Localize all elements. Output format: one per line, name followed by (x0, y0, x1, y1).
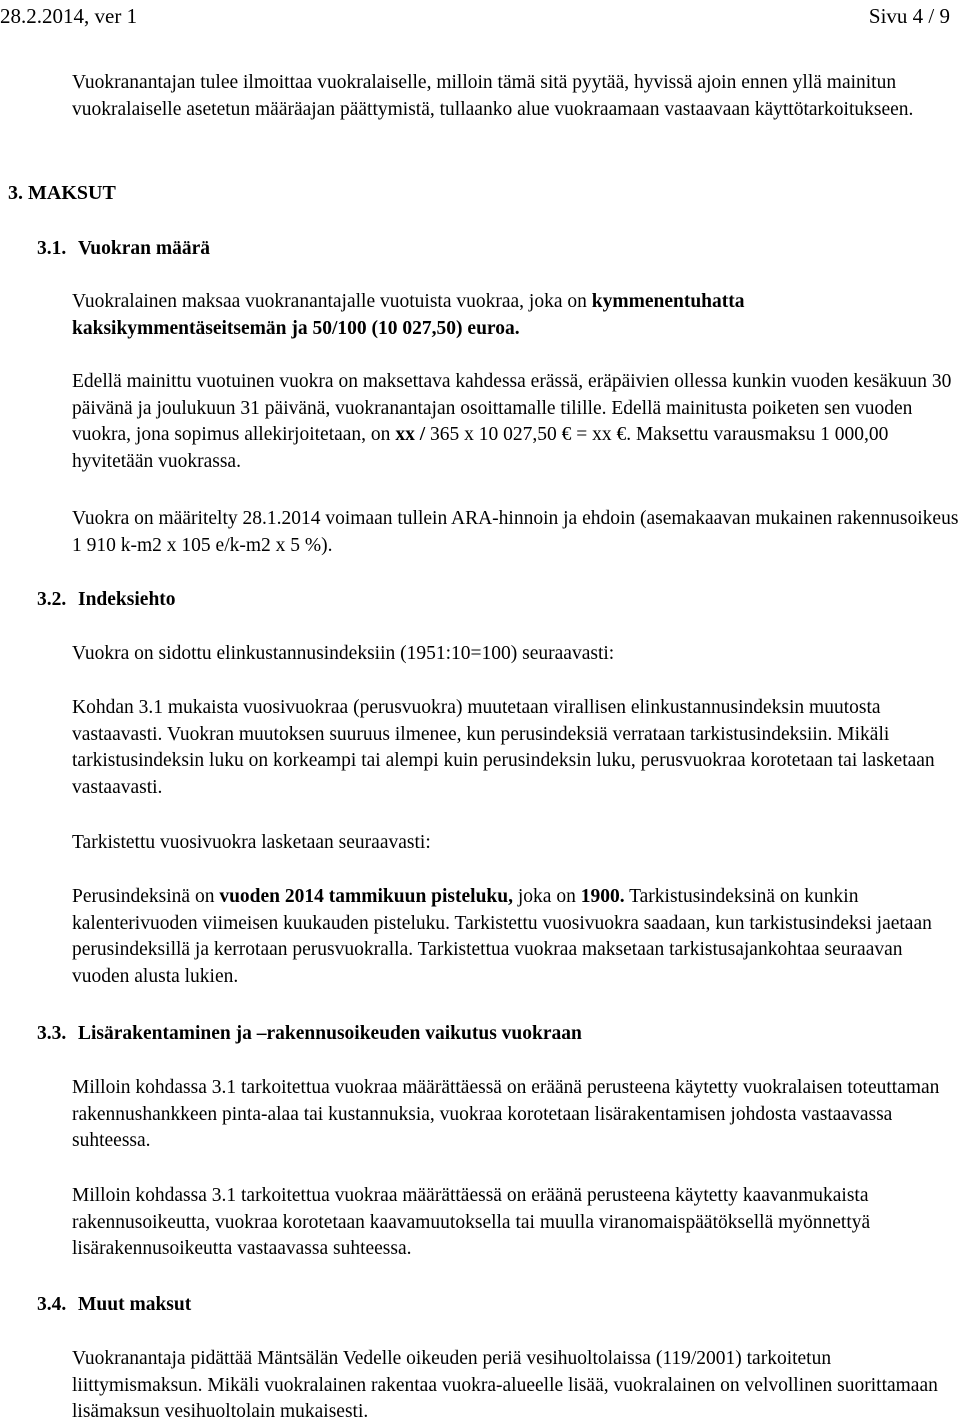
section-3-title: MAKSUT (28, 182, 116, 204)
section-3-2-heading (37, 587, 176, 613)
section-3-4-title: Muut maksut (78, 1294, 192, 1315)
section-3-4-heading (37, 1292, 191, 1318)
section-3-1-number: 3.1. (37, 238, 67, 259)
index-base-paragraph (72, 884, 960, 990)
index-intro-paragraph: Vuokra on sidottu elinkustannusindeksiin (1951:10=100) seuraavasti: (72, 643, 615, 664)
rent-amount-paragraph (72, 289, 960, 342)
index-change-paragraph: Kohdan 3.1 mukaista vuosivuokraa (perusvuokra) muutetaan virallisen elinkustannusindeksin muutosta vastaavasti. Vuokran muutoksen suuruus ilmenee, kun perusindeksiä verrataan tarkistusindeksiin. Mikäli tarkistusindeksin luku on korkeampi tai alempi kuin perusindeksin luku, perusvuokraa korotetaan tai lasketaan vastaavasti. (72, 697, 935, 798)
section-3-1-title: Vuokran määrä (78, 238, 211, 259)
section-3-1-heading (37, 236, 210, 262)
additional-construction-paragraph-1: Milloin kohdassa 3.1 tarkoitettua vuokraa määrättäessä on eräänä perusteena käytetty vuokralaisen toteuttaman rakennushankkeen pinta-alaa tai kustannuksia, vuokraa korotetaan lisärakentamisen johdosta vastaavassa suhteessa. (72, 1077, 940, 1152)
rent-payment-xx: xx / (395, 424, 426, 446)
section-3-3-number: 3.3. (37, 1023, 67, 1044)
index-base-value: 1900. (580, 886, 625, 907)
additional-construction-paragraph-2: Milloin kohdassa 3.1 tarkoitettua vuokraa määrättäessä on eräänä perusteena käytetty kaavanmukaista rakennusoikeutta, vuokraa korotetaan kaavamuutoksella tai muulla viranomaispäätöksellä myönnettyä lisärakennusoikeutta vastaavassa suhteessa. (72, 1185, 871, 1260)
index-base-text-3: Tarkistusindeksinä on kunkin kalenterivuoden viimeisen kuukauden pisteluku. Tarkistettu vuosivuokra saadaan, kun tarkistusindeksi jaetaan perusindeksillä ja kerrotaan perusvuokralla. Tarkistettua vuokraa maksetaan tarkistusajankohtaa seuraavan vuoden alusta lukien. (72, 886, 932, 987)
section-3-3-title: Lisärakentaminen ja –rakennusoikeuden vaikutus vuokraan (78, 1023, 582, 1044)
section-3-2-number: 3.2. (37, 589, 67, 610)
header-date-version: 28.2.2014, ver 1 (0, 4, 138, 28)
index-base-text-2: joka on (513, 886, 581, 907)
section-3-number: 3. (8, 182, 23, 204)
section-3-2-title: Indeksiehto (78, 589, 176, 610)
index-base-period: vuoden 2014 tammikuun pisteluku, (219, 886, 513, 907)
index-calc-intro-paragraph: Tarkistettu vuosivuokra lasketaan seuraavasti: (72, 832, 431, 853)
other-fees-paragraph: Vuokranantaja pidättää Mäntsälän Vedelle oikeuden periä vesihuoltolaissa (119/2001) tarkoitetun liittymismaksun. Mikäli vuokralainen rakentaa vuokra-alueelle lisää, vuokralainen on velvollinen suorittamaan lisämaksun vesihuoltolain mukaisesti. (72, 1348, 938, 1423)
header-page-number: Sivu 4 / 9 (868, 4, 950, 28)
section-3-3-heading (37, 1021, 582, 1047)
intro-paragraph: Vuokranantajan tulee ilmoittaa vuokralaiselle, milloin tämä sitä pyytää, hyvissä ajoin ennen yllä mainitun vuokralaiselle asetetun määräajan päättymistä, tullaanko alue vuokraamaan vastaavaan käyttötarkoitukseen. (72, 72, 914, 120)
rent-amount-bold: kymmenentuhatta kaksikymmentäseitsemän ja 50/100 (10 027,50) euroa. (72, 291, 745, 339)
rent-payment-formula: 365 x 10 027,50 € = xx €. Maksettu varausmaksu 1 000,00 hyvitetään vuokrassa. (72, 424, 889, 472)
section-3-heading (8, 180, 116, 206)
rent-amount-text: Vuokralainen maksaa vuokranantajalle vuotuista vuokraa, joka on (72, 291, 592, 312)
section-3-4-number: 3.4. (37, 1294, 67, 1315)
rent-payment-paragraph (72, 369, 960, 475)
rent-payment-text: Edellä mainittu vuotuinen vuokra on maksettava kahdessa erässä, eräpäivien ollessa kunkin vuoden kesäkuun 30 päivänä ja joulukuun 31 päivänä, vuokranantajan osoittamalle tilille. Edellä mainitusta poiketen sen vuoden vuokra, jona sopimus allekirjoitetaan, on (72, 371, 952, 446)
index-base-text-1: Perusindeksinä on (72, 886, 220, 907)
rent-definition-paragraph: Vuokra on määritelty 28.1.2014 voimaan tullein ARA-hinnoin ja ehdoin (asemakaavan mukainen rakennusoikeus 1 910 k-m2 x 105 e/k-m2 x 5 %). (72, 508, 959, 556)
